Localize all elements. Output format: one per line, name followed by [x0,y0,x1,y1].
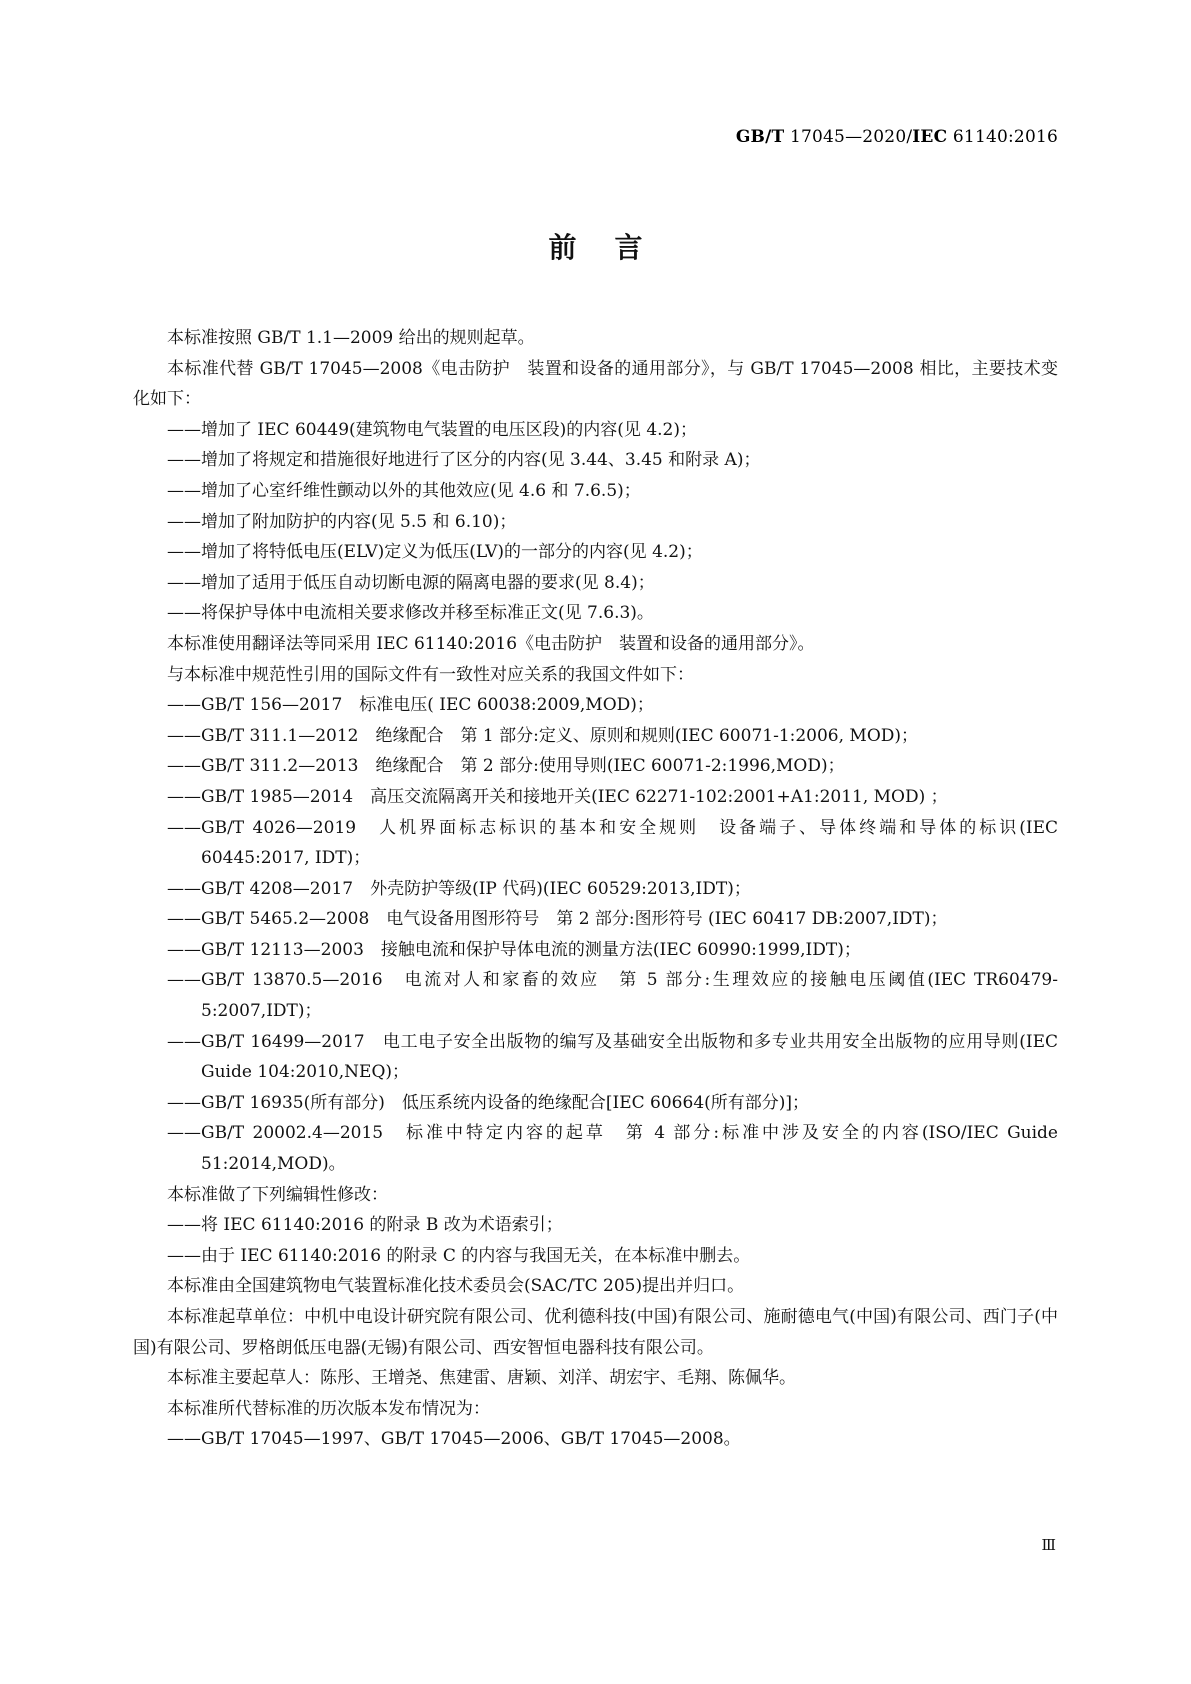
header-code-prefix: GB/T [735,127,785,147]
list-item: ——GB/T 4026—2019 人机界面标志标识的基本和安全规则 设备端子、导体终端和导体的标识(IEC 60445:2017, IDT)； [167,817,1058,869]
paragraph: 与本标准中规范性引用的国际文件有一致性对应关系的我国文件如下： [167,664,694,685]
list-item: ——GB/T 311.1—2012 绝缘配合 第 1 部分:定义、原则和规则(IEC 60071-1:2006, MOD)； [167,725,919,746]
paragraph: 本标准起草单位：中机中电设计研究院有限公司、优利德科技(中国)有限公司、施耐德电气(中国)有限公司、西门子(中国)有限公司、罗格朗低压电器(无锡)有限公司、西安智恒电器科技有限公司。 [133,1307,1058,1358]
list-item: ——增加了心室纤维性颤动以外的其他效应(见 4.6 和 7.6.5)； [167,480,641,501]
header-iec-prefix: IEC [912,127,948,147]
document-code-header [736,127,1058,147]
list-item: ——GB/T 13870.5—2016 电流对人和家畜的效应 第 5 部分:生理效应的接触电压阈值(IEC TR60479-5:2007,IDT)； [167,970,1058,1022]
list-item: ——增加了附加防护的内容(见 5.5 和 6.10)； [167,511,517,532]
list-item: ——增加了将规定和措施很好地进行了区分的内容(见 3.44、3.45 和附录 A)； [167,450,761,471]
foreword-body [133,323,1058,1455]
list-item: ——GB/T 156—2017 标准电压( IEC 60038:2009,MOD)； [167,695,654,716]
paragraph: 本标准代替 GB/T 17045—2008《电击防护 装置和设备的通用部分》，与 GB/T 17045—2008 相比，主要技术变化如下： [133,358,1058,410]
header-code-number: 17045—2020/ [784,127,913,147]
list-item: ——将 IEC 61140:2016 的附录 B 改为术语索引； [167,1215,563,1236]
list-item: ——GB/T 20002.4—2015 标准中特定内容的起草 第 4 部分:标准中涉及安全的内容(ISO/IEC Guide 51:2014,MOD)。 [167,1123,1058,1175]
page-number: Ⅲ [1041,1536,1056,1554]
list-item: ——GB/T 5465.2—2008 电气设备用图形符号 第 2 部分:图形符号 (IEC 60417 DB:2007,IDT)； [167,909,948,930]
list-item: ——增加了将特低电压(ELV)定义为低压(LV)的一部分的内容(见 4.2)； [167,542,703,563]
list-item: ——GB/T 16499—2017 电工电子安全出版物的编写及基础安全出版物和多专业共用安全出版物的应用导则(IEC Guide 104:2010,NEQ)； [167,1031,1058,1083]
list-item: ——由于 IEC 61140:2016 的附录 C 的内容与我国无关，在本标准中删去。 [167,1245,751,1266]
paragraph: 本标准所代替标准的历次版本发布情况为： [167,1398,490,1419]
list-item: ——GB/T 12113—2003 接触电流和保护导体电流的测量方法(IEC 60990:1999,IDT)； [167,939,861,960]
page-title: 前言 [548,231,681,264]
paragraph: 本标准由全国建筑物电气装置标准化技术委员会(SAC/TC 205)提出并归口。 [167,1276,745,1297]
list-item: ——GB/T 1985—2014 高压交流隔离开关和接地开关(IEC 62271-102:2001+A1:2011, MOD) ； [167,786,948,807]
list-item: ——GB/T 4208—2017 外壳防护等级(IP 代码)(IEC 60529:2013,IDT)； [167,878,751,899]
list-item: ——将保护导体中电流相关要求修改并移至标准正文(见 7.6.3)。 [167,603,654,624]
paragraph: 本标准按照 GB/T 1.1—2009 给出的规则起草。 [167,328,535,348]
list-item: ——GB/T 16935(所有部分) 低压系统内设备的绝缘配合[IEC 60664(所有部分)]； [167,1092,810,1113]
paragraph: 本标准使用翻译法等同采用 IEC 61140:2016《电击防护 装置和设备的通用部分》。 [167,633,815,654]
list-item: ——增加了适用于低压自动切断电源的隔离电器的要求(见 8.4)； [167,572,655,593]
paragraph: 本标准主要起草人：陈彤、王增尧、焦建雷、唐颖、刘洋、胡宏宇、毛翔、陈佩华。 [167,1368,796,1389]
list-item: ——GB/T 311.2—2013 绝缘配合 第 2 部分:使用导则(IEC 60071-2:1996,MOD)； [167,756,845,777]
header-iec-number: 61140:2016 [947,127,1058,147]
list-item: ——增加了 IEC 60449(建筑物电气装置的电压区段)的内容(见 4.2)； [167,419,697,440]
paragraph: 本标准做了下列编辑性修改： [167,1184,388,1205]
list-item: ——GB/T 17045—1997、GB/T 17045—2006、GB/T 17045—2008。 [167,1429,741,1450]
